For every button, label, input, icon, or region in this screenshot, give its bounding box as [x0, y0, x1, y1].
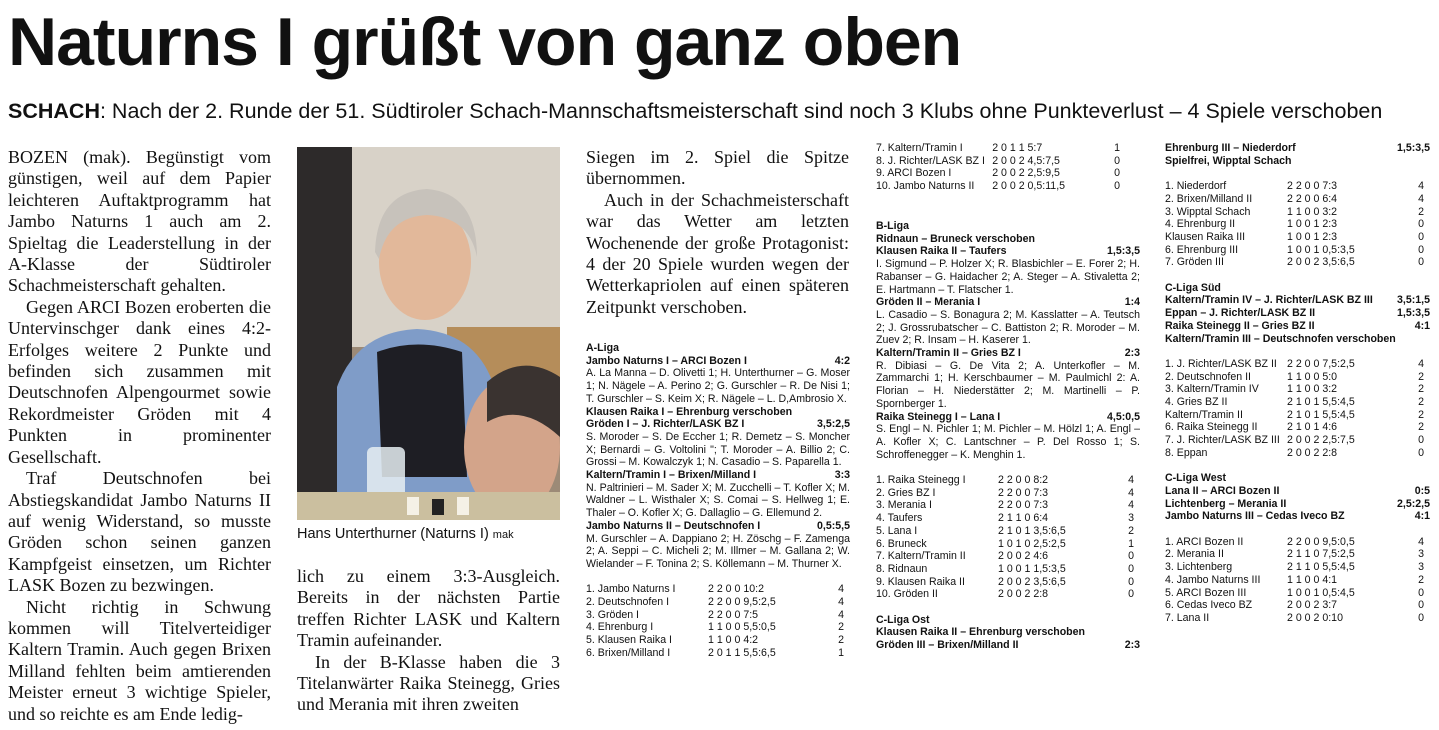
- table-team: 5. Lana I: [876, 524, 918, 537]
- game-match: Kaltern/Tramin III – Deutschnofen verschoben: [1165, 332, 1396, 345]
- table-stats: 2 1 0 1 5,5:4,5: [1287, 396, 1355, 409]
- game-score: 2:3: [1124, 347, 1140, 360]
- table-points: 0: [1114, 154, 1120, 167]
- table-row: [586, 583, 850, 596]
- table-team: 6. Raika Steinegg II: [1165, 421, 1258, 434]
- table-row: [1165, 256, 1430, 269]
- game-details: A. La Manna – D. Olivetti 1; H. Unterthurner – G. Moser 1; N. Nägele – A. Perino 2; G. Gurschler – R. De Nisi 1; T. Gurschler – S. Keim X; R. Nägele – L. D,Ambrosio X.: [586, 367, 850, 405]
- article-column-1: [8, 147, 271, 725]
- table-row: [876, 588, 1140, 601]
- table-stats: 1 1 0 0 5:0: [1287, 370, 1338, 383]
- table-stats: 2 0 0 2 2:8: [1287, 446, 1338, 459]
- table-points: 0: [1128, 550, 1134, 563]
- table-team: 1. Raika Steinegg I: [876, 474, 966, 487]
- table-stats: 2 1 0 1 5,5:4,5: [1287, 408, 1355, 421]
- cost-game: [1165, 142, 1430, 155]
- table-stats: 1 1 0 0 5,5:0,5: [708, 621, 776, 634]
- table-points: 2: [838, 634, 844, 647]
- table-points: 2: [1418, 408, 1424, 421]
- game-match: Ehrenburg III – Niederdorf: [1165, 142, 1296, 154]
- table-stats: 2 0 0 2 2,5:9,5: [992, 167, 1060, 180]
- table-points: 3: [1418, 548, 1424, 561]
- table-stats: 1 1 0 0 3:2: [1287, 383, 1338, 396]
- table-team: 4. Taufers: [876, 512, 923, 525]
- game-match: Gröden I – J. Richter/LASK BZ I: [586, 418, 745, 431]
- table-team: 2. Merania II: [1165, 548, 1224, 561]
- table-points: 2: [1418, 383, 1424, 396]
- table-points: 0: [1418, 243, 1424, 256]
- table-points: 2: [1128, 524, 1134, 537]
- table-team: 7. J. Richter/LASK BZ III: [1165, 434, 1280, 447]
- table-row: [586, 596, 850, 609]
- table-stats: 2 0 0 2 2:8: [998, 588, 1049, 601]
- table-points: 4: [838, 596, 844, 609]
- table-team: 4. Jambo Naturns III: [1165, 573, 1261, 586]
- table-points: 0: [1418, 586, 1424, 599]
- bliga-game: [876, 245, 1140, 258]
- csued-game: [1165, 294, 1430, 307]
- table-row: [1165, 561, 1430, 574]
- game-match: Gröden III – Brixen/Milland II: [876, 639, 1019, 652]
- table-row: [1165, 574, 1430, 587]
- table-stats: 1 1 0 0 3:2: [1287, 205, 1338, 218]
- table-row: [1165, 421, 1430, 434]
- table-points: 4: [1128, 499, 1134, 512]
- table-row: [876, 499, 1140, 512]
- table-stats: 2 2 0 0 8:2: [998, 474, 1049, 487]
- game-score: 3:3: [834, 469, 850, 482]
- game-match: Kaltern/Tramin II – Gries BZ I: [876, 347, 1021, 360]
- article-paragraph: In der B-Klasse haben die 3 Titelanwärter Raika Steinegg, Gries und Merania mit ihren zweiten: [297, 651, 560, 715]
- csued-game: [1165, 307, 1430, 320]
- table-row: [1165, 587, 1430, 600]
- table-points: 2: [1418, 396, 1424, 409]
- table-team: 7. Kaltern/Tramin II: [876, 550, 966, 563]
- table-points: 4: [838, 608, 844, 621]
- table-row: [876, 538, 1140, 551]
- article-paragraph: Auch in der Schachmeisterschaft war das Wetter am letzten Wochenende der große Protagonist: 4 der 20 Spiele wurden wegen der Wetterkapriolen auf einen späteren Zeitpunkt verschoben.: [586, 189, 849, 317]
- game-match: Jambo Naturns I – ARCI Bozen I: [586, 354, 747, 367]
- csued-game: [1165, 333, 1430, 346]
- table-stats: 2 2 0 0 10:2: [708, 583, 764, 596]
- table-points: 0: [1128, 588, 1134, 601]
- table-team: 6. Ehrenburg III: [1165, 243, 1239, 256]
- table-row: [876, 167, 1126, 180]
- aliga-game: [586, 355, 850, 368]
- table-stats: 2 2 0 0 7:3: [998, 486, 1049, 499]
- table-team: 6. Bruneck: [876, 537, 927, 550]
- table-team: 2. Gries BZ I: [876, 486, 936, 499]
- table-team: 6. Brixen/Milland I: [586, 646, 671, 659]
- table-row: [1165, 231, 1430, 244]
- game-details: I. Sigmund – P. Holzer X; R. Blasbichler – E. Forer 2; H. Rabanser – G. Haidacher 2; A. Steger – A. Stivaletta 2; E. Hartmann – T. Flatscher 1.: [876, 258, 1140, 296]
- cwest-game: [1165, 510, 1430, 523]
- table-team: 4. Ehrenburg II: [1165, 218, 1236, 231]
- table-team: 2. Deutschnofen II: [1165, 370, 1251, 383]
- table-team: Kaltern/Tramin II: [1165, 408, 1243, 421]
- table-team: 1. J. Richter/LASK BZ II: [1165, 357, 1277, 370]
- bliga-game: [876, 347, 1140, 360]
- table-stats: 1 0 1 0 2,5:2,5: [998, 537, 1066, 550]
- table-team: 1. Niederdorf: [1165, 180, 1227, 193]
- photo-caption: [297, 526, 560, 542]
- cliga-results: [1165, 142, 1430, 625]
- table-points: 0: [1114, 180, 1120, 193]
- table-row: [1165, 371, 1430, 384]
- article-paragraph: Traf Deutschnofen bei Abstiegskandidat Jambo Naturns II auf wenig Widerstand, so musste Gröden schon seinen ganzen Kampfgeist einsetzen, um Richter LASK Bozen zu bezwingen.: [8, 468, 271, 596]
- table-row: [876, 512, 1140, 525]
- game-details: L. Casadio – S. Bonagura 2; M. Kasslatter – A. Teutsch 2; J. Grossrubatscher – C. Battiston 2; R. Moroder – M. Zuev 2; R. Insam – H. Kaserer 1.: [876, 308, 1140, 347]
- table-stats: 2 0 0 2 0:10: [1287, 611, 1343, 624]
- table-team: 8. Eppan: [1165, 446, 1208, 459]
- article-column-3: [586, 147, 849, 318]
- aliga-game: [586, 520, 850, 533]
- table-row: [586, 647, 850, 660]
- cost-game: [876, 639, 1140, 652]
- cost-game: [876, 626, 1140, 639]
- table-row: [876, 550, 1140, 563]
- table-points: 4: [1128, 486, 1134, 499]
- table-stats: 2 0 0 2 4,5:7,5: [992, 154, 1060, 167]
- bliga-title: B-Liga: [876, 220, 909, 232]
- table-row: [1165, 409, 1430, 422]
- table-row: [1165, 536, 1430, 549]
- table-points: 3: [1128, 512, 1134, 525]
- table-stats: 2 0 0 2 2,5:7,5: [1287, 434, 1355, 447]
- table-points: 0: [1418, 230, 1424, 243]
- game-match: Klausen Raika I – Ehrenburg verschoben: [586, 405, 793, 418]
- article-column-2-bottom: [297, 566, 560, 716]
- aliga-table-continued: [876, 142, 1126, 193]
- table-team: 2. Brixen/Milland II: [1165, 192, 1253, 205]
- photo-player: [297, 147, 560, 520]
- game-score: 0,5:5,5: [817, 519, 850, 532]
- table-points: 2: [1418, 573, 1424, 586]
- table-points: 0: [1418, 256, 1424, 269]
- table-team: 5. ARCI Bozen III: [1165, 586, 1247, 599]
- table-stats: 1 0 0 1 2:3: [1287, 218, 1338, 231]
- table-row: [1165, 447, 1430, 460]
- game-match: Raika Steinegg I – Lana I: [876, 410, 1001, 423]
- game-match: Ridnaun – Bruneck verschoben: [876, 232, 1035, 245]
- article-paragraph: Gegen ARCI Bozen eroberten die Untervinschger dank eines 4:2-Erfolges weitere 2 Punkte und befinden sich zusammen mit Deutschnofen Alpengourmet sowie Rekordmeister Gröden mit 4 Punkten in prominenter Gesellschaft.: [8, 296, 271, 467]
- subheadline: [8, 96, 1382, 126]
- game-score: 1:4: [1124, 296, 1140, 309]
- table-row: [1165, 612, 1430, 625]
- table-team: 7. Gröden III: [1165, 256, 1224, 269]
- subheadline-kicker: SCHACH: [8, 99, 100, 123]
- table-points: 4: [1128, 474, 1134, 487]
- game-score: 2,5:2,5: [1397, 497, 1430, 510]
- table-points: 3: [1418, 561, 1424, 574]
- table-stats: 2 1 0 1 4:6: [1287, 421, 1338, 434]
- game-score: 3,5:2,5: [817, 418, 850, 431]
- table-points: 0: [1128, 575, 1134, 588]
- table-stats: 2 2 0 0 7:5: [708, 608, 759, 621]
- table-row: [1165, 206, 1430, 219]
- table-team: 5. Klausen Raika I: [586, 634, 672, 647]
- table-row: [586, 634, 850, 647]
- game-match: Kaltern/Tramin IV – J. Richter/LASK BZ III: [1165, 294, 1373, 307]
- table-team: 6. Cedas Iveco BZ: [1165, 599, 1253, 612]
- article-paragraph: Nicht richtig in Schwung kommen will Titelverteidiger Kaltern Tramin. Auch gegen Brixen Milland fehlten beim amtierenden Meister erneut 3 wichtige Spieler, und so reichte es am Ende ledig-: [8, 596, 271, 724]
- article-paragraph: Siegen im 2. Spiel die Spitze übernommen.: [586, 147, 849, 189]
- table-row: [586, 609, 850, 622]
- game-match: Gröden II – Merania I: [876, 296, 981, 309]
- table-stats: 2 1 0 1 3,5:6,5: [998, 524, 1066, 537]
- table-points: 0: [1418, 599, 1424, 612]
- cwest-game: [1165, 485, 1430, 498]
- cwest-game: [1165, 498, 1430, 511]
- game-score: 1,5:3,5: [1107, 245, 1140, 258]
- table-stats: 1 0 0 1 2:3: [1287, 230, 1338, 243]
- table-stats: 2 2 0 0 7,5:2,5: [1287, 357, 1355, 370]
- table-stats: 2 2 0 0 9,5:0,5: [1287, 535, 1355, 548]
- aliga-game: [586, 406, 850, 419]
- table-team: 3. Wipptal Schach: [1165, 205, 1251, 218]
- table-row: [876, 563, 1140, 576]
- table-points: 2: [1418, 205, 1424, 218]
- table-points: 4: [1418, 535, 1424, 548]
- table-row: [1165, 358, 1430, 371]
- table-stats: 1 1 0 0 4:2: [708, 634, 759, 647]
- game-score: 1,5:3,5: [1397, 142, 1430, 154]
- table-points: 0: [1418, 434, 1424, 447]
- table-team: 4. Gries BZ II: [1165, 396, 1228, 409]
- table-row: [876, 525, 1140, 538]
- table-points: 2: [838, 621, 844, 634]
- game-match: Lichtenberg – Merania II: [1165, 497, 1287, 510]
- article-paragraph: BOZEN (mak). Begünstigt vom günstigen, weil auf dem Papier leichteren Auftaktprogramm hat Jambo Naturns 1 auch am 2. Spieltag die Leaderstellung in der A-Klasse der Südtiroler Schachmeisterschaft gehalten.: [8, 147, 271, 296]
- table-team: 3. Gröden I: [586, 608, 639, 621]
- table-team: 9. ARCI Bozen I: [876, 167, 952, 180]
- table-row: [1165, 383, 1430, 396]
- table-row: [586, 621, 850, 634]
- table-stats: 2 0 0 2 3,5:6,5: [1287, 256, 1355, 269]
- game-match: Lana II – ARCI Bozen II: [1165, 484, 1280, 497]
- cwest-title: C-Liga West: [1165, 472, 1227, 485]
- table-points: 4: [838, 583, 844, 596]
- table-points: 0: [1418, 611, 1424, 624]
- game-details: S. Moroder – S. De Eccher 1; R. Demetz – S. Moncher X; Bernardi – G. Voltolini "; T. Moroder – A. Billio 2; C. Grossi – M. Kowalczyk 1; N. Casadio – S. Paparella 1.: [586, 430, 850, 469]
- table-points: 1: [1114, 142, 1120, 154]
- table-points: 1: [1128, 537, 1134, 550]
- table-points: 0: [1114, 167, 1120, 180]
- table-team: 3. Merania I: [876, 499, 932, 512]
- table-points: 0: [1418, 218, 1424, 231]
- table-stats: 1 0 0 1 0,5:4,5: [1287, 586, 1355, 599]
- table-stats: 2 0 0 2 3,5:6,5: [998, 575, 1066, 588]
- table-row: [876, 474, 1140, 487]
- game-score: 3,5:1,5: [1397, 294, 1430, 307]
- table-row: [1165, 244, 1430, 257]
- table-points: 0: [1418, 446, 1424, 459]
- game-match: Jambo Naturns III – Cedas Iveco BZ: [1165, 510, 1345, 523]
- game-match: Jambo Naturns II – Deutschnofen I: [586, 519, 761, 532]
- table-stats: 2 2 0 0 6:4: [1287, 192, 1338, 205]
- table-points: 2: [1418, 370, 1424, 383]
- game-details: R. Dibiasi – G. De Vita 2; A. Unterkofler – M. Zammarchi 1; H. Kerschbaumer – M. Paulmichl 2: A. Florian – H. Niederstätter 2; M. Martinelli – P. Spornberger 1.: [876, 359, 1140, 410]
- game-score: 4:1: [1414, 510, 1430, 523]
- bliga-results: [876, 220, 1140, 652]
- table-row: [1165, 396, 1430, 409]
- game-details: S. Engl – N. Pichler 1; M. Pichler – M. Hölzl 1; A. Engl – A. Kofler X; C. Lantschner – P. Del Rosso 1; S. Schroffenegger – K. Menghin 1.: [876, 423, 1140, 461]
- table-team: Klausen Raika III: [1165, 230, 1246, 243]
- game-score: 1,5:3,5: [1397, 307, 1430, 320]
- table-stats: 2 2 0 0 7:3: [998, 499, 1049, 512]
- cost-title: C-Liga Ost: [876, 613, 930, 626]
- game-score: 0:5: [1414, 484, 1430, 497]
- game-score: 4:1: [1414, 319, 1430, 332]
- aliga-game: [586, 418, 850, 431]
- csued-game: [1165, 320, 1430, 333]
- table-row: [1165, 548, 1430, 561]
- table-row: [876, 487, 1140, 500]
- table-row: [876, 180, 1126, 193]
- table-row: [876, 155, 1126, 168]
- game-match: Klausen Raika II – Taufers: [876, 245, 1007, 258]
- table-stats: 2 1 1 0 5,5:4,5: [1287, 561, 1355, 574]
- game-details: M. Gurschler – A. Dappiano 2; H. Zöschg – F. Zamenga 2; A. Seppi – C. Micheli 2; M. Illmer – M. Gallana 2; W. Wielander – F. Tonina 2; S. Köllemann – M. Thurner X.: [586, 532, 850, 570]
- headline: Naturns I grüßt von ganz oben: [8, 4, 962, 80]
- game-score: 4,5:0,5: [1107, 410, 1140, 423]
- table-stats: 2 0 1 1 5:7: [992, 142, 1043, 154]
- table-stats: 2 0 0 2 0,5:11,5: [992, 180, 1066, 193]
- table-team: 10. Gröden II: [876, 588, 938, 601]
- subheadline-text: : Nach der 2. Runde der 51. Südtiroler Schach-Mannschaftsmeisterschaft sind noch 3 Klubs ohne Punkteverlust – 4 Spiele verschoben: [99, 99, 1383, 123]
- game-score: 2:3: [1124, 639, 1140, 652]
- table-points: 2: [1418, 421, 1424, 434]
- game-match: Kaltern/Tramin I – Brixen/Milland I: [586, 469, 757, 482]
- table-stats: 1 1 0 0 4:1: [1287, 573, 1338, 586]
- aliga-results: [586, 342, 850, 660]
- table-stats: 2 0 1 1 5,5:6,5: [708, 646, 776, 659]
- table-row: [1165, 180, 1430, 193]
- game-match: Spielfrei, Wipptal Schach: [1165, 154, 1292, 167]
- bliga-game: [876, 233, 1140, 246]
- table-team: 3. Lichtenberg: [1165, 561, 1233, 574]
- table-stats: 2 2 0 0 7:3: [1287, 180, 1338, 193]
- table-stats: 2 0 0 2 3:7: [1287, 599, 1338, 612]
- cost-game: [1165, 155, 1430, 168]
- table-stats: 2 2 0 0 9,5:2,5: [708, 596, 776, 609]
- table-points: 4: [1418, 357, 1424, 370]
- table-stats: 1 0 0 1 1,5:3,5: [998, 562, 1066, 575]
- table-team: 8. Ridnaun: [876, 562, 928, 575]
- table-stats: 2 0 0 2 4:6: [998, 550, 1049, 563]
- article-paragraph: lich zu einem 3:3-Ausgleich. Bereits in der nächsten Partie treffen Richter LASK und Kaltern Tramin aufeinander.: [297, 566, 560, 651]
- table-team: 4. Ehrenburg I: [586, 621, 654, 634]
- caption-text: Hans Unterthurner (Naturns I): [297, 526, 489, 542]
- table-team: 1. ARCI Bozen II: [1165, 535, 1244, 548]
- table-team: 7. Kaltern/Tramin I: [876, 142, 963, 154]
- table-points: 0: [1128, 562, 1134, 575]
- game-match: Klausen Raika II – Ehrenburg verschoben: [876, 626, 1085, 639]
- table-team: 8. J. Richter/LASK BZ I: [876, 154, 985, 167]
- game-score: 4:2: [834, 354, 850, 367]
- photo-credit: mak: [492, 529, 514, 541]
- csued-title: C-Liga Süd: [1165, 281, 1221, 294]
- table-points: 4: [1418, 180, 1424, 193]
- table-stats: 2 1 1 0 7,5:2,5: [1287, 548, 1355, 561]
- game-match: Raika Steinegg II – Gries BZ II: [1165, 319, 1315, 332]
- table-row: [1165, 193, 1430, 206]
- table-team: 1. Jambo Naturns I: [586, 583, 676, 596]
- table-stats: 2 1 1 0 6:4: [998, 512, 1049, 525]
- aliga-title: A-Liga: [586, 342, 619, 354]
- bliga-game: [876, 296, 1140, 309]
- aliga-game: [586, 469, 850, 482]
- table-points: 4: [1418, 192, 1424, 205]
- table-row: [1165, 599, 1430, 612]
- table-row: [876, 576, 1140, 589]
- table-team: 10. Jambo Naturns II: [876, 180, 975, 193]
- game-match: Eppan – J. Richter/LASK BZ II: [1165, 307, 1316, 320]
- table-points: 1: [838, 646, 844, 659]
- bliga-game: [876, 411, 1140, 424]
- table-row: [1165, 218, 1430, 231]
- table-team: 3. Kaltern/Tramin IV: [1165, 383, 1259, 396]
- table-row: [1165, 434, 1430, 447]
- table-stats: 1 0 0 1 0,5:3,5: [1287, 243, 1355, 256]
- table-row: [876, 142, 1126, 155]
- game-details: N. Paltrinieri – M. Sader X; M. Zucchelli – T. Kofler X; M. Waldner – L. Wisthaler X; S. Comai – S. Hellweg 1; E. Thaler – O. Kofler X; G. Dallaglio – G. Ellemund 2.: [586, 481, 850, 520]
- table-team: 7. Lana II: [1165, 611, 1210, 624]
- table-team: 2. Deutschnofen I: [586, 596, 670, 609]
- table-team: 9. Klausen Raika II: [876, 575, 965, 588]
